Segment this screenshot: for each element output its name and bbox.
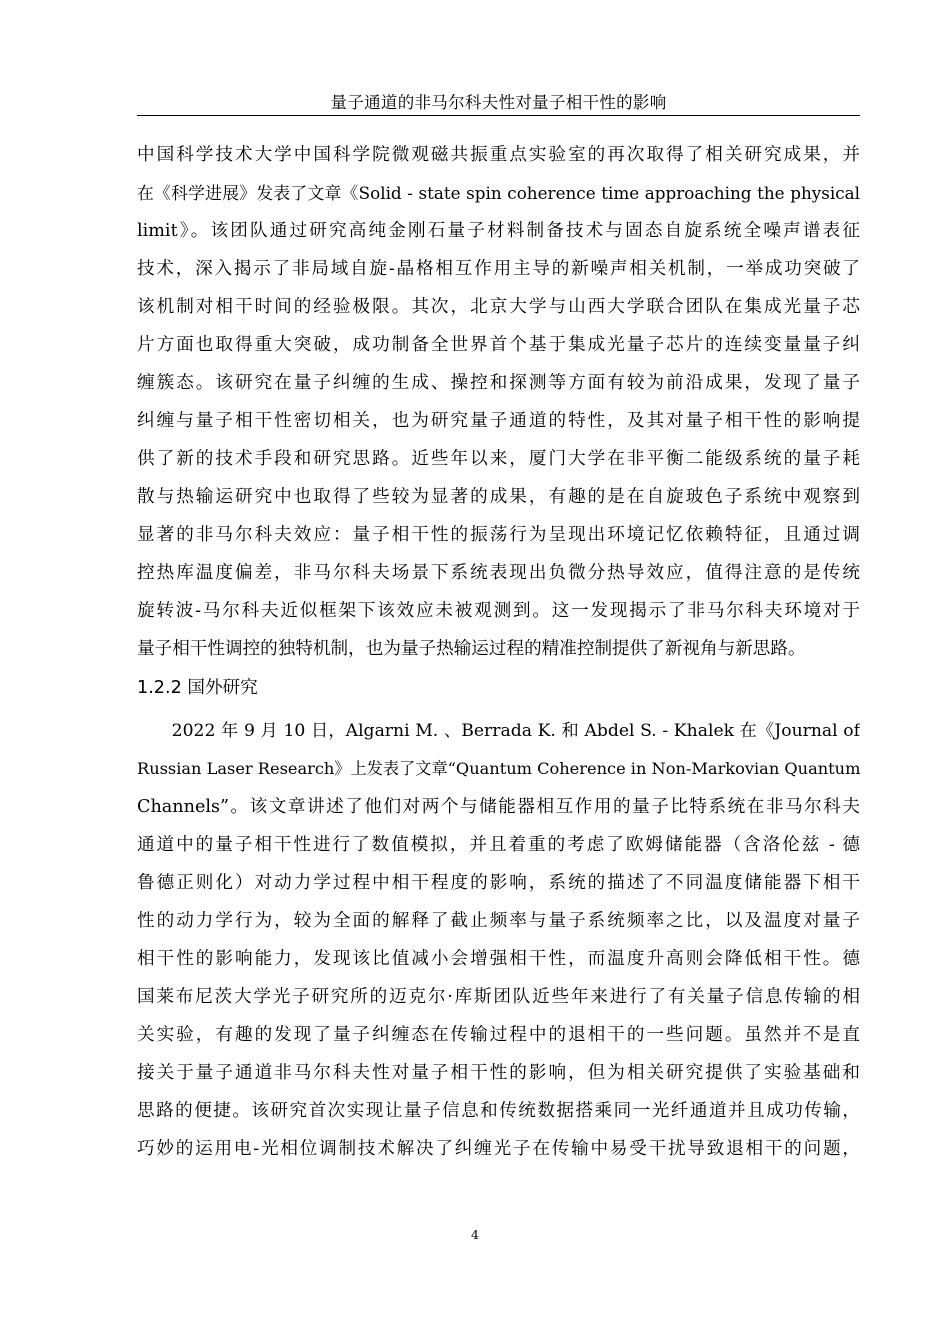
header-rule xyxy=(137,115,860,116)
text-line: 技术，深入揭示了非局域自旋-晶格相互作用主导的新噪声相关机制，一举成功突破了 xyxy=(137,259,860,279)
text-line: 相干性的影响能力，发现该比值减小会增强相干性，而温度升高则会降低相干性。德 xyxy=(137,949,860,969)
text-line: Russian Laser Research》上发表了文章“Quantum Coherence in Non-Markovian Quantum xyxy=(137,759,860,778)
text-line: 片方面也取得重大突破，成功制备全世界首个基于集成光量子芯片的连续变量量子纠 xyxy=(137,335,860,355)
section-heading: 1.2.2 国外研究 xyxy=(137,678,258,698)
text-line: 接关于量子通道非马尔科夫性对量子相干性的影响，但为相关研究提供了实验基础和 xyxy=(137,1063,860,1083)
text-line: 思路的便捷。该研究首次实现让量子信息和传统数据搭乘同一光纤通道并且成功传输， xyxy=(137,1101,860,1121)
paragraph-domestic-research xyxy=(137,136,860,668)
page-number: 4 xyxy=(471,1227,479,1242)
text-line: 旋转波-马尔科夫近似框架下该效应未被观测到。这一发现揭示了非马尔科夫环境对于 xyxy=(137,601,860,621)
text-line: 缠簇态。该研究在量子纠缠的生成、操控和探测等方面有较为前沿成果，发现了量子 xyxy=(137,373,860,393)
text-line: 显著的非马尔科夫效应：量子相干性的振荡行为呈现出环境记忆依赖特征，且通过调 xyxy=(137,525,860,545)
text-line: 通道中的量子相干性进行了数值模拟，并且着重的考虑了欧姆储能器（含洛伦兹 - 德 xyxy=(137,835,860,855)
text-line: 性的动力学行为，较为全面的解释了截止频率与量子系统频率之比，以及温度对量子 xyxy=(137,911,860,931)
text-line: Channels”。该文章讲述了他们对两个与储能器相互作用的量子比特系统在非马尔科夫 xyxy=(137,797,860,817)
text-line: 在《科学进展》发表了文章《Solid - state spin coherence time approaching the physical xyxy=(137,183,860,203)
body-text xyxy=(137,136,860,1168)
text-line: 供了新的技术手段和研究思路。近些年以来，厦门大学在非平衡二能级系统的量子耗 xyxy=(137,449,860,469)
text-line: 该机制对相干时间的经验极限。其次，北京大学与山西大学联合团队在集成光量子芯 xyxy=(137,297,860,317)
running-header: 量子通道的非马尔科夫性对量子相干性的影响 xyxy=(330,93,667,112)
text-line: 纠缠与量子相干性密切相关，也为研究量子通道的特性，及其对量子相干性的影响提 xyxy=(137,411,860,431)
paragraph-foreign-research xyxy=(137,712,860,1168)
text-line: 鲁德正则化）对动力学过程中相干程度的影响，系统的描述了不同温度储能器下相干 xyxy=(137,873,860,893)
text-line: 2022 年 9 月 10 日，Algarni M. 、Berrada K. 和 Abdel S. - Khalek 在《Journal of xyxy=(137,721,860,741)
text-line: 控热库温度偏差，非马尔科夫场景下系统表现出负微分热导效应，值得注意的是传统 xyxy=(137,563,860,583)
text-line: 中国科学技术大学中国科学院微观磁共振重点实验室的再次取得了相关研究成果，并 xyxy=(137,145,860,165)
text-line: 巧妙的运用电-光相位调制技术解决了纠缠光子在传输中易受干扰导致退相干的问题， xyxy=(137,1139,860,1159)
text-line: 量子相干性调控的独特机制，也为量子热输运过程的精准控制提供了新视角与新思路。 xyxy=(137,639,806,659)
text-line: 国莱布尼茨大学光子研究所的迈克尔·库斯团队近些年来进行了有关量子信息传输的相 xyxy=(137,987,860,1007)
text-line: 关实验，有趣的发现了量子纠缠态在传输过程中的退相干的一些问题。虽然并不是直 xyxy=(137,1025,860,1045)
text-line: 散与热输运研究中也取得了些较为显著的成果，有趣的是在自旋玻色子系统中观察到 xyxy=(137,487,860,507)
text-line: limit》。该团队通过研究高纯金刚石量子材料制备技术与固态自旋系统全噪声谱表征 xyxy=(137,221,860,241)
